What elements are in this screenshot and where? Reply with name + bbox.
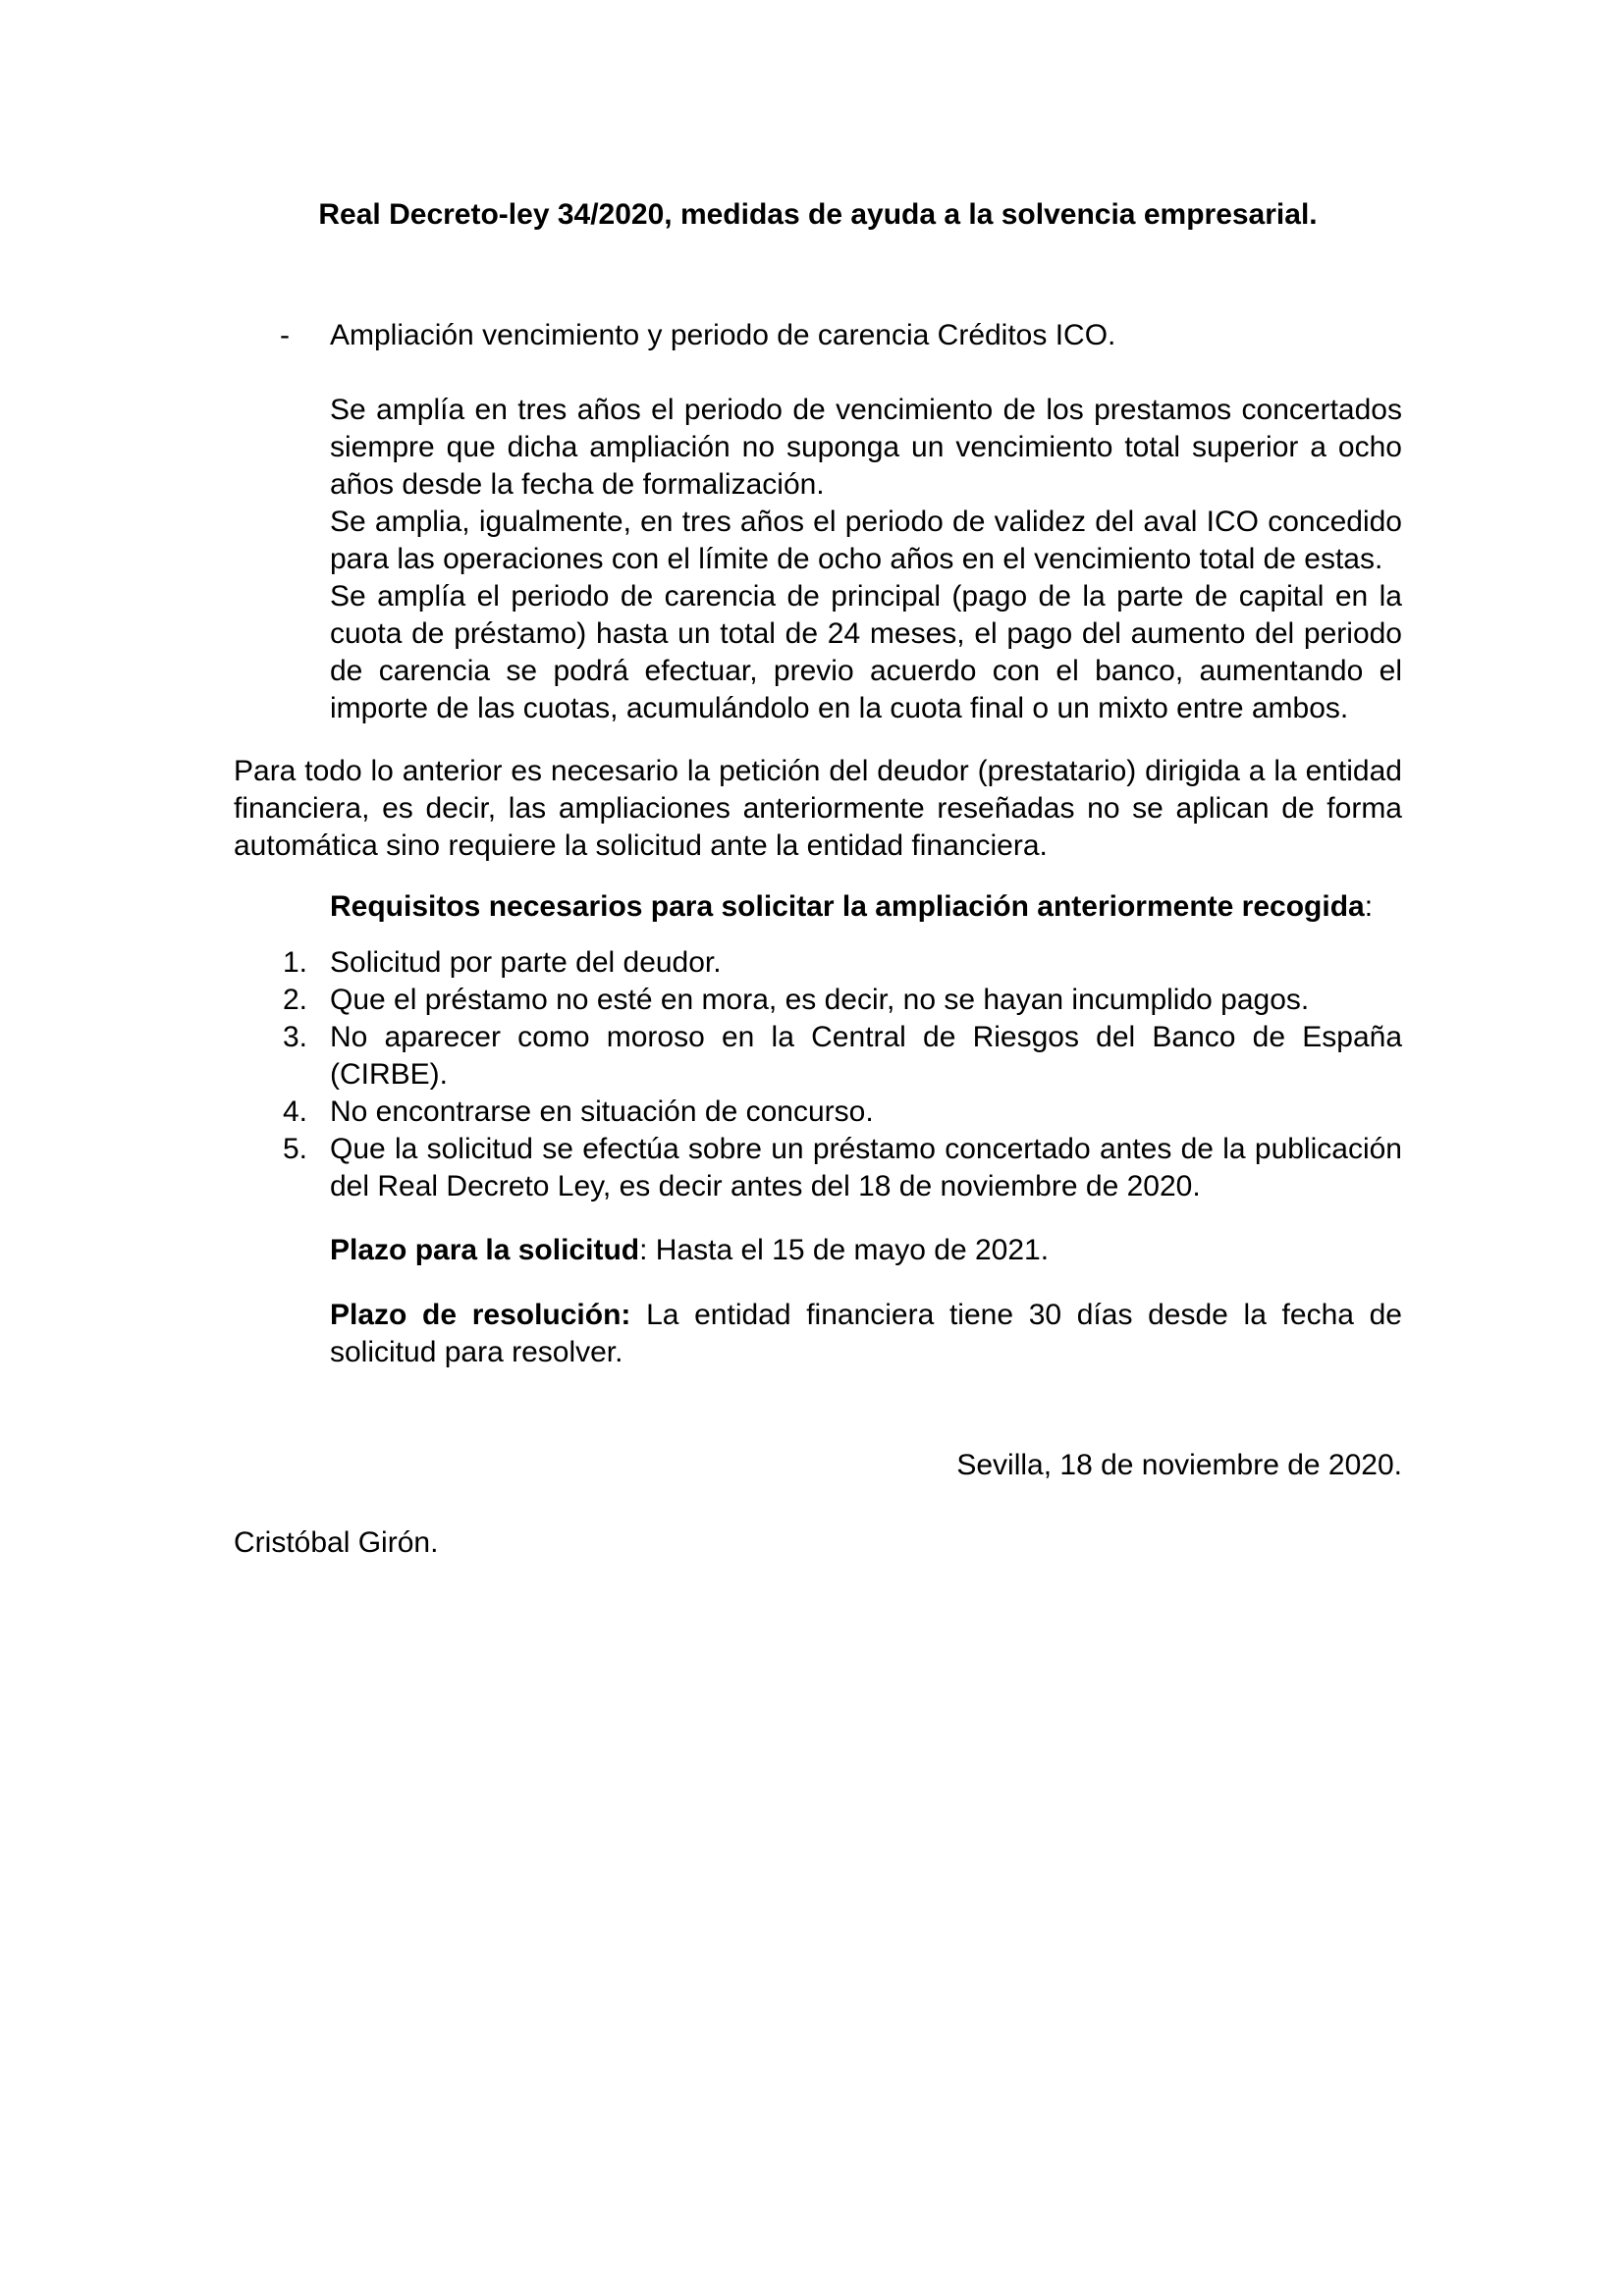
deadline-request-value: : Hasta el 15 de mayo de 2021. bbox=[639, 1234, 1050, 1266]
bullet-text: Ampliación vencimiento y periodo de carencia Créditos ICO. bbox=[330, 319, 1116, 351]
list-item-text: No aparecer como moroso en la Central de Riesgos del Banco de España (CIRBE). bbox=[330, 1021, 1402, 1091]
list-item bbox=[283, 1019, 1402, 1094]
requirements-heading-colon: : bbox=[1364, 890, 1374, 923]
intro-paragraph: Para todo lo anterior es necesario la petición del deudor (prestatario) dirigida a la entidad financiera, es decir, las ampliaciones anteriormente reseñadas no se aplican de forma automática sino requiere la solicitud ante la entidad financiera. bbox=[234, 755, 1402, 862]
requirements-heading bbox=[330, 888, 1402, 926]
deadline-resolution-paragraph bbox=[330, 1297, 1402, 1371]
ico-paragraph-2: Se amplia, igualmente, en tres años el periodo de validez del aval ICO concedido para las operaciones con el límite de ocho años en el vencimiento total de estas. bbox=[330, 506, 1402, 575]
ico-paragraph-1: Se amplía en tres años el periodo de vencimiento de los prestamos concertados siempre que dicha ampliación no suponga un vencimiento total superior a ocho años desde la fecha de formalización. bbox=[330, 394, 1402, 501]
list-item bbox=[283, 1094, 1402, 1131]
ico-paragraph-block bbox=[330, 392, 1402, 727]
deadline-request-label: Plazo para la solicitud bbox=[330, 1234, 640, 1266]
list-item-number: 5. bbox=[283, 1133, 308, 1165]
list-item-number: 1. bbox=[283, 946, 308, 979]
requirements-heading-text: Requisitos necesarios para solicitar la ampliación anteriormente recogida bbox=[330, 890, 1365, 923]
list-item-text: Que la solicitud se efectúa sobre un préstamo concertado antes de la publicación del Real Decreto Ley, es decir antes del 18 de noviembre de 2020. bbox=[330, 1133, 1402, 1202]
list-item-number: 4. bbox=[283, 1095, 308, 1128]
bullet-dash-marker: - bbox=[280, 319, 290, 351]
requirements-list bbox=[234, 944, 1402, 1205]
list-item-text: No encontrarse en situación de concurso. bbox=[330, 1095, 874, 1128]
bullet-item bbox=[280, 317, 1402, 354]
list-item-number: 3. bbox=[283, 1021, 308, 1053]
list-item-number: 2. bbox=[283, 984, 308, 1016]
ico-paragraph-3: Se amplía el periodo de carencia de principal (pago de la parte de capital en la cuota de préstamo) hasta un total de 24 meses, el pago del aumento del periodo de carencia se podrá efectuar, previo acuerdo con el banco, aumentando el importe de las cuotas, acumulándolo en la cuota final o un mixto entre ambos. bbox=[330, 580, 1402, 724]
deadline-resolution-value: La entidad financiera tiene 30 días desde la fecha de solicitud para resolver. bbox=[330, 1299, 1402, 1368]
place-date-line: Sevilla, 18 de noviembre de 2020. bbox=[956, 1449, 1402, 1481]
list-item-text: Solicitud por parte del deudor. bbox=[330, 946, 722, 979]
list-item bbox=[283, 944, 1402, 982]
list-item bbox=[283, 1131, 1402, 1205]
signature-line: Cristóbal Girón. bbox=[234, 1526, 439, 1559]
document-title: Real Decreto-ley 34/2020, medidas de ayuda a la solvencia empresarial. bbox=[318, 198, 1318, 231]
list-item-text: Que el préstamo no esté en mora, es decir, no se hayan incumplido pagos. bbox=[330, 984, 1310, 1016]
list-item bbox=[283, 982, 1402, 1019]
deadline-request-line bbox=[330, 1232, 1402, 1269]
deadline-resolution-label: Plazo de resolución: bbox=[330, 1299, 631, 1331]
